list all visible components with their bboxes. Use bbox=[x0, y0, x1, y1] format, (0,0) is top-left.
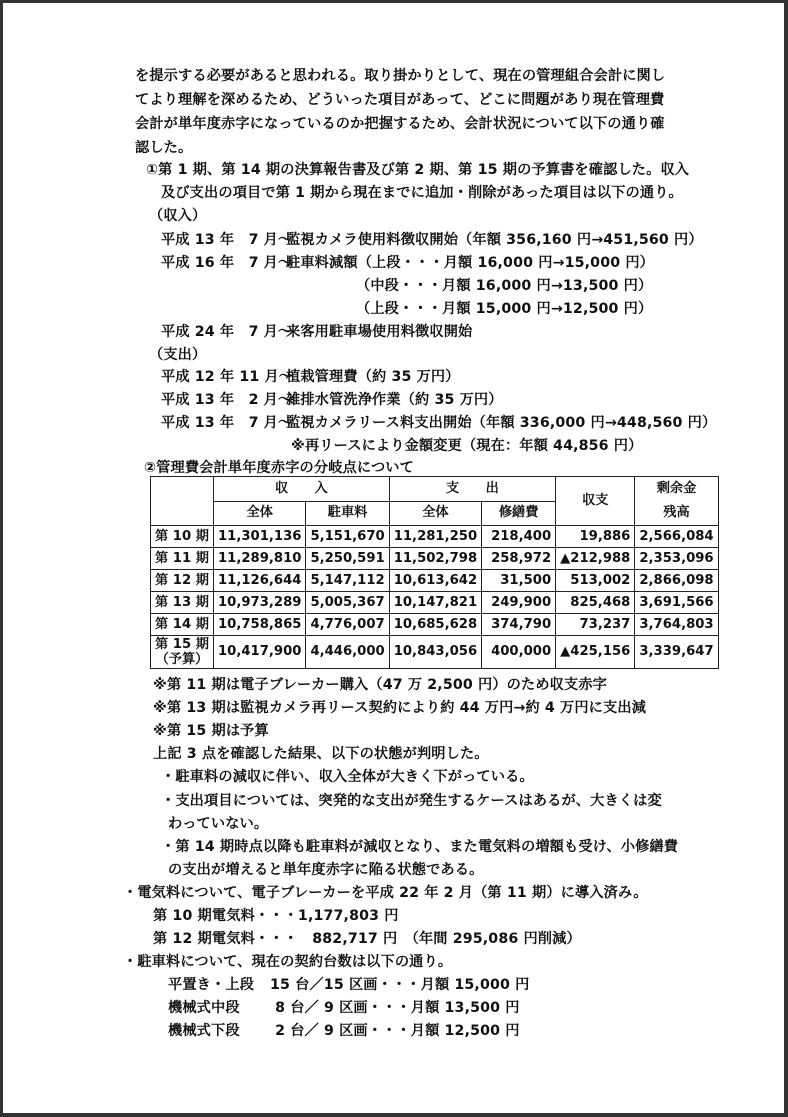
surplus-cell: 3,339,647 bbox=[635, 636, 718, 669]
subheader-expense-total: 全体 bbox=[389, 501, 481, 526]
period-cell: 第 14 期 bbox=[151, 614, 214, 636]
repair-cell: 218,400 bbox=[482, 526, 556, 548]
income-item-text: 駐車料減額（上段・・・月額 16,000 円→15,000 円） bbox=[286, 255, 655, 271]
parking-cell: 5,250,591 bbox=[306, 548, 389, 570]
surplus-cell: 3,764,803 bbox=[635, 614, 718, 636]
intro-line: 認した。 bbox=[135, 140, 193, 156]
table-row bbox=[151, 636, 719, 669]
conclusion: 上記 3 点を確認した結果、以下の状態が判明した。 bbox=[153, 746, 489, 762]
table-row bbox=[151, 526, 719, 548]
balance-cell: 825,468 bbox=[556, 592, 635, 614]
income-total-cell: 11,289,810 bbox=[214, 548, 306, 570]
balance-cell: ▲212,988 bbox=[556, 548, 635, 570]
surplus-cell: 2,353,096 bbox=[635, 548, 718, 570]
parking-cell: 5,147,112 bbox=[306, 570, 389, 592]
header-surplus-line2: 残高 bbox=[663, 505, 690, 520]
intro-line: 会計が単年度赤字になっているのか把握するため、会計状況について以下の通り確 bbox=[135, 116, 665, 132]
intro-line: てより理解を深めるため、どういった項目があって、どこに問題があり現在管理費 bbox=[135, 92, 665, 108]
repair-cell: 31,500 bbox=[482, 570, 556, 592]
income-item-text: （上段・・・月額 15,000 円→12,500 円） bbox=[356, 301, 653, 317]
income-heading: （収入） bbox=[149, 208, 207, 224]
expense-heading: （支出） bbox=[149, 347, 207, 363]
expense-total-cell: 10,147,821 bbox=[389, 592, 481, 614]
expense-item-text: 監視カメラリース料支出開始（年額 336,000 円→448,560 円） bbox=[286, 415, 717, 431]
parking-cell: 4,446,000 bbox=[306, 636, 389, 669]
document-page bbox=[3, 3, 784, 1113]
table-row bbox=[151, 570, 719, 592]
repair-cell: 258,972 bbox=[482, 548, 556, 570]
electricity-line: 第 10 期電気料・・・1,177,803 円 bbox=[153, 908, 399, 924]
income-item-text: （中段・・・月額 16,000 円→13,500 円） bbox=[356, 278, 653, 294]
expense-total-cell: 10,613,642 bbox=[389, 570, 481, 592]
expense-item-date: 平成 13 年 2 月～ bbox=[161, 392, 293, 408]
parking-heading: ・駐車料について、現在の契約台数は以下の通り。 bbox=[123, 954, 453, 970]
expense-total-cell: 11,281,250 bbox=[389, 526, 481, 548]
expense-total-cell: 11,502,798 bbox=[389, 548, 481, 570]
income-total-cell: 11,301,136 bbox=[214, 526, 306, 548]
period-note: （予算） bbox=[155, 652, 209, 667]
subheader-parking: 駐車料 bbox=[306, 501, 389, 526]
subheader-repair: 修繕費 bbox=[482, 501, 556, 526]
expense-item-date: 平成 13 年 7 月～ bbox=[161, 415, 293, 431]
table-note: ※第 15 期は予算 bbox=[153, 723, 269, 739]
period-cell: 第 10 期 bbox=[151, 526, 214, 548]
expense-item-text: 植栽管理費（約 35 万円） bbox=[286, 369, 460, 385]
period-label: 第 15 期 bbox=[155, 637, 209, 652]
table-row bbox=[151, 592, 719, 614]
electricity-line: 第 12 期電気料・・・ 882,717 円 （年間 295,086 円削減） bbox=[153, 931, 581, 947]
finding-line: わっていない。 bbox=[168, 816, 269, 832]
surplus-cell: 3,691,566 bbox=[635, 592, 718, 614]
parking-cell: 5,005,367 bbox=[306, 592, 389, 614]
parking-count: 2 台／ 9 区画・・・月額 12,500 円 bbox=[270, 1023, 520, 1039]
subheader-income-total: 全体 bbox=[214, 501, 306, 526]
expense-total-cell: 10,843,056 bbox=[389, 636, 481, 669]
intro-line: を提示する必要があると思われる。取り掛かりとして、現在の管理組合会計に関し bbox=[135, 68, 666, 84]
parking-cell: 4,776,007 bbox=[306, 614, 389, 636]
expense-note: ※再リースにより金額変更（現在：年額 44,856 円） bbox=[291, 438, 643, 454]
balance-cell: 513,002 bbox=[556, 570, 635, 592]
header-surplus bbox=[635, 477, 718, 526]
header-income: 収 入 bbox=[214, 477, 390, 502]
parking-type: 機械式下段 bbox=[168, 1023, 240, 1039]
table-note: ※第 13 期は監視カメラ再リース契約により約 44 万円→約 4 万円に支出減 bbox=[153, 700, 647, 716]
section1-title: ①第 1 期、第 14 期の決算報告書及び第 2 期、第 15 期の予算書を確認した。収入 bbox=[146, 162, 690, 178]
repair-cell: 374,790 bbox=[482, 614, 556, 636]
repair-cell: 249,900 bbox=[482, 592, 556, 614]
finding-line: ・第 14 期時点以降も駐車料が減収となり、また電気料の増額も受け、小修繕費 bbox=[161, 839, 679, 855]
income-total-cell: 11,126,644 bbox=[214, 570, 306, 592]
income-item-text: 来客用駐車場使用料徴収開始 bbox=[286, 324, 473, 340]
expense-total-cell: 10,685,628 bbox=[389, 614, 481, 636]
surplus-cell: 2,866,098 bbox=[635, 570, 718, 592]
income-total-cell: 10,758,865 bbox=[214, 614, 306, 636]
income-total-cell: 10,417,900 bbox=[214, 636, 306, 669]
income-item-date: 平成 16 年 7 月～ bbox=[161, 255, 293, 271]
section2-title: ②管理費会計単年度赤字の分岐点について bbox=[144, 460, 414, 476]
income-item-date: 平成 24 年 7 月～ bbox=[161, 324, 293, 340]
section1-title: 及び支出の項目で第 1 期から現在までに追加・削除があった項目は以下の通り。 bbox=[161, 185, 683, 201]
period-cell: 第 12 期 bbox=[151, 570, 214, 592]
table-note: ※第 11 期は電子ブレーカー購入（47 万 2,500 円）のため収支赤字 bbox=[153, 677, 608, 693]
balance-cell: ▲425,156 bbox=[556, 636, 635, 669]
table-row bbox=[151, 548, 719, 570]
header-balance: 収支 bbox=[556, 477, 635, 526]
parking-type: 機械式中段 bbox=[168, 1000, 240, 1016]
period-cell: 第 13 期 bbox=[151, 592, 214, 614]
parking-cell: 5,151,670 bbox=[306, 526, 389, 548]
budget-table bbox=[150, 476, 719, 669]
finding-line: ・駐車料の減収に伴い、収入全体が大きく下がっている。 bbox=[161, 769, 534, 785]
income-item-text: 監視カメラ使用料徴収開始（年額 356,160 円→451,560 円） bbox=[286, 232, 703, 248]
balance-cell: 19,886 bbox=[556, 526, 635, 548]
header-empty-cell bbox=[151, 477, 214, 526]
income-total-cell: 10,973,289 bbox=[214, 592, 306, 614]
period-cell bbox=[151, 636, 214, 669]
electricity-heading: ・電気料について、電子ブレーカーを平成 22 年 2 月（第 11 期）に導入済み。 bbox=[123, 885, 648, 901]
expense-item-date: 平成 12 年 11 月～ bbox=[161, 369, 294, 385]
surplus-cell: 2,566,084 bbox=[635, 526, 718, 548]
table-row bbox=[151, 614, 719, 636]
finding-line: ・支出項目については、突発的な支出が発生するケースはあるが、大きくは変 bbox=[161, 793, 662, 809]
income-item-date: 平成 13 年 7 月～ bbox=[161, 232, 293, 248]
period-cell: 第 11 期 bbox=[151, 548, 214, 570]
repair-cell: 400,000 bbox=[482, 636, 556, 669]
finding-line: の支出が増えると単年度赤字に陥る状態である。 bbox=[168, 862, 484, 878]
balance-cell: 73,237 bbox=[556, 614, 635, 636]
parking-count: 8 台／ 9 区画・・・月額 13,500 円 bbox=[270, 1000, 520, 1016]
parking-type: 平置き・上段 bbox=[168, 977, 255, 993]
header-expense: 支 出 bbox=[389, 477, 555, 502]
expense-item-text: 雑排水管洗浄作業（約 35 万円） bbox=[286, 392, 503, 408]
header-surplus-line1: 剰余金 bbox=[656, 481, 697, 496]
parking-count: 15 台／15 区画・・・月額 15,000 円 bbox=[270, 977, 530, 993]
